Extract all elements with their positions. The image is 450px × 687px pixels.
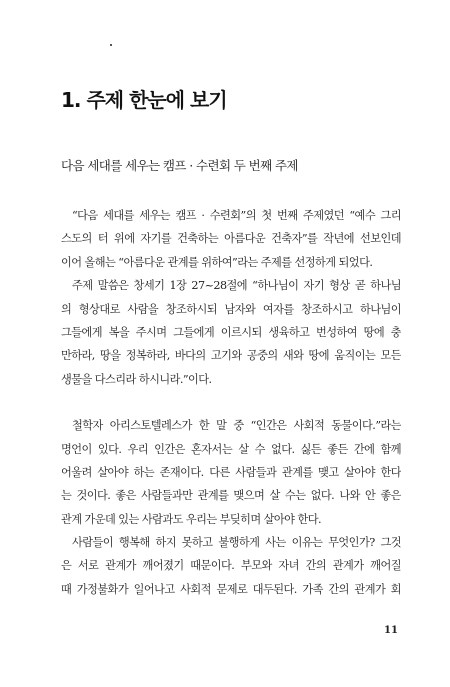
paragraph-3-line-3: 어울려 살아야 하는 존재이다. 다른 사람들과 관계를 맺고 살아야 한다 <box>61 465 401 479</box>
page-number: 11 <box>384 625 398 636</box>
paragraph-3-line-1: 철학자 아리스토텔레스가 한 말 중 “인간은 사회적 동물이다.”라는 <box>72 419 401 433</box>
section-title: 1. 주제 한눈에 보기 <box>61 88 227 112</box>
paragraph-1-line-3: 이어 올해는 “아름다운 관계를 위하여”라는 주제를 선정하게 되었다. <box>61 255 373 269</box>
section-subtitle: 다음 세대를 세우는 캠프 · 수련회 두 번째 주제 <box>61 158 298 173</box>
paragraph-3-line-5: 관계 가운데 있는 사람과도 우리는 부딪히며 살아야 한다. <box>61 512 321 526</box>
paragraph-2-line-1: 주제 말씀은 창세기 1장 27~28절에 “하나님이 자기 형상 곧 하나님 <box>72 279 401 293</box>
paragraph-4-line-2: 은 서로 관계가 깨어졌기 때문이다. 부모와 자녀 간의 관계가 깨어질 <box>61 559 401 573</box>
paragraph-gap <box>61 391 401 414</box>
paragraph-1-line-1: “다음 세대를 세우는 캠프 · 수련회”의 첫 번째 주제였던 “예수 그리 <box>72 209 401 222</box>
body-text <box>61 204 401 601</box>
paragraph-2-line-4: 만하라, 땅을 정복하라, 바다의 고기와 공중의 새와 땅에 움직이는 모든 <box>61 349 401 363</box>
paragraph-2-line-5: 생물을 다스리라 하시니라.”이다. <box>61 372 212 386</box>
paragraph-3-line-4: 는 것이다. 좋은 사람들과만 관계를 맺으며 살 수는 없다. 나와 안 좋은 <box>61 489 401 503</box>
paragraph-1-line-2: 스도의 터 위에 자기를 건축하는 아름다운 건축자”를 작년에 선보인데 <box>61 232 401 246</box>
paragraph-4-line-3: 때 가정불화가 일어나고 사회적 문제로 대두된다. 가족 간의 관계가 회 <box>61 582 401 596</box>
paragraph-4-line-1: 사람들이 행복해 하지 못하고 불행하게 사는 이유는 무엇인가? 그것 <box>72 536 401 550</box>
paragraph-2-line-3: 그들에게 복을 주시며 그들에게 이르시되 생육하고 번성하여 땅에 충 <box>61 325 401 339</box>
paragraph-3-line-2: 명언이 있다. 우리 인간은 혼자서는 살 수 없다. 싫든 좋든 간에 함께 <box>61 442 401 456</box>
paragraph-2-line-2: 의 형상대로 사람을 창조하시되 남자와 여자를 창조하시고 하나님이 <box>61 302 401 316</box>
print-mark <box>110 44 112 46</box>
